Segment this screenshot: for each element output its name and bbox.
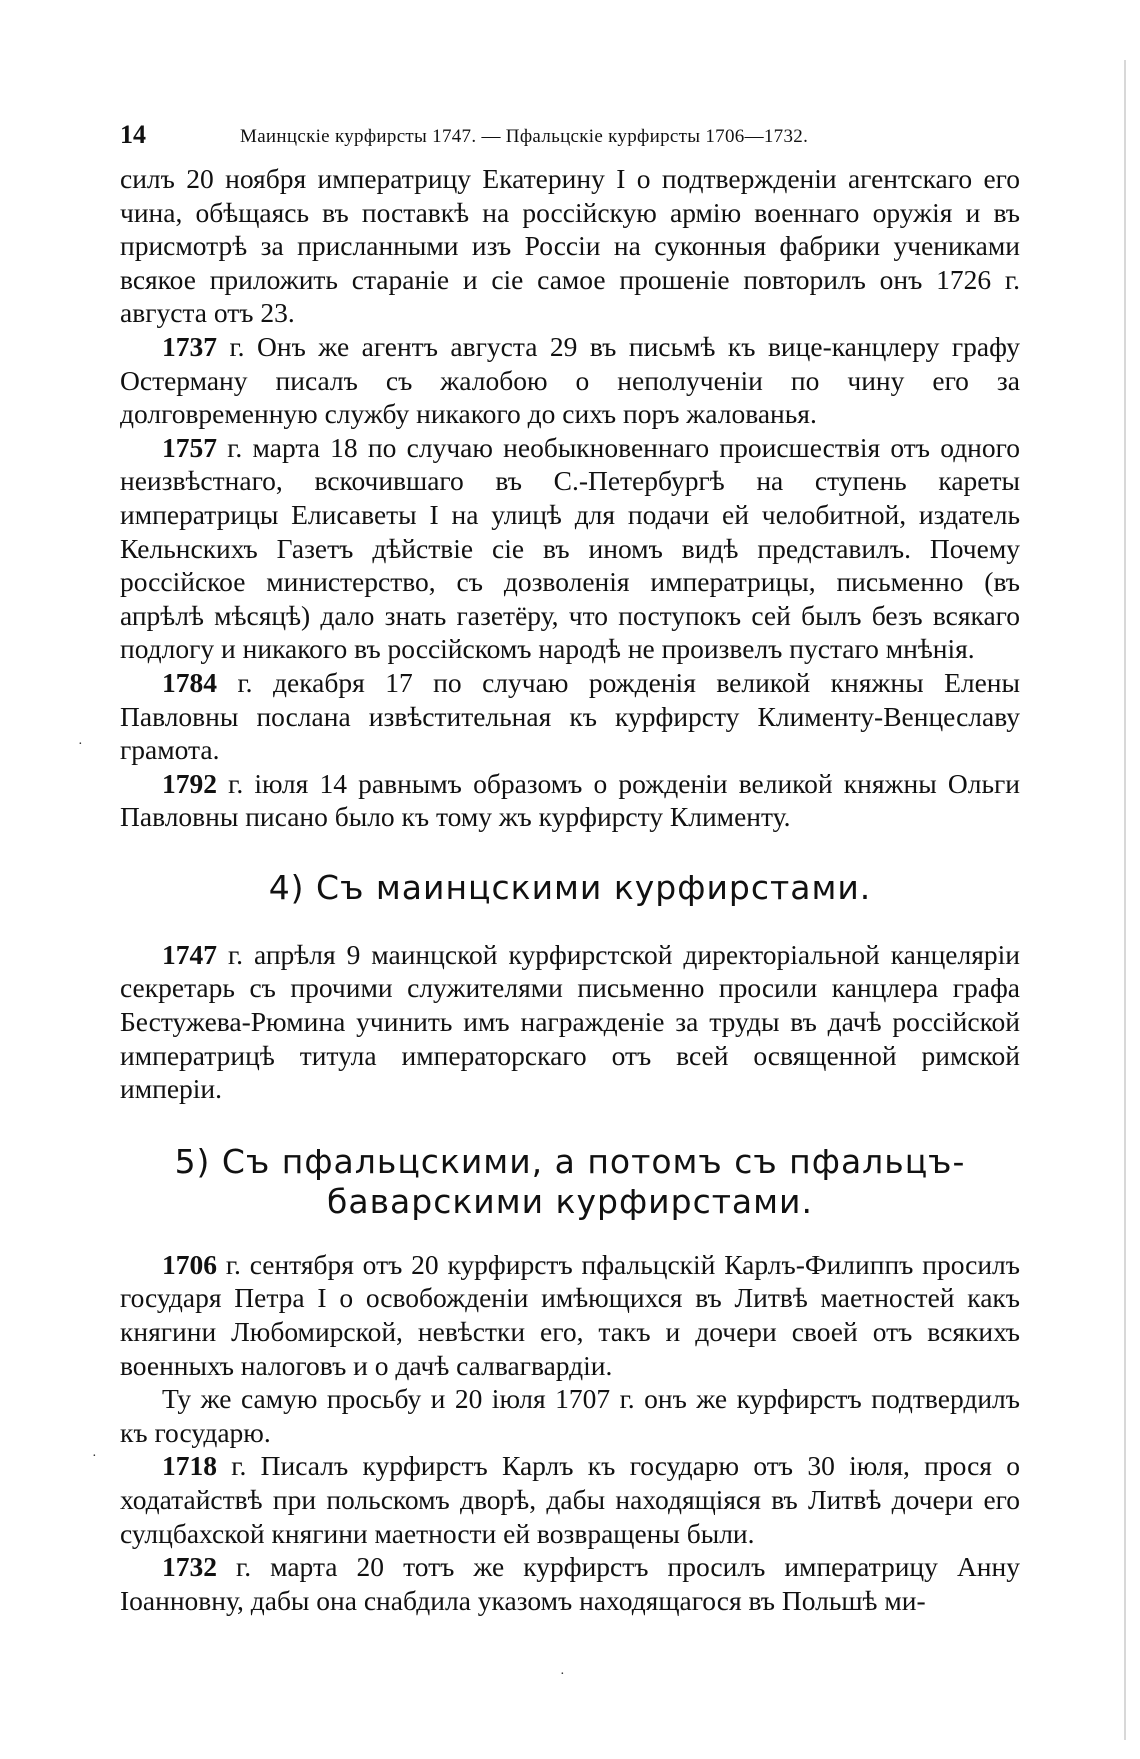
year-label: 1706 — [162, 1248, 217, 1280]
running-title: Маинцскіе курфирсты 1747. — Пфальцскіе курфирсты 1706—1732. — [240, 126, 809, 147]
year-label: 1792 — [162, 767, 217, 799]
year-label: 1757 — [162, 431, 217, 463]
margin-speck: · — [92, 1449, 97, 1464]
paragraph-1747: 1747 г. апрѣля 9 маинцской курфирстской директоріальной канцеляріи секретарь съ прочими служителями письменно просили канцлера графа Бестужева-Рюмина учинить имъ награжденіе за труды въ дачѣ россійской императрицѣ титула императорскаго отъ всей освященной римской имперіи. — [120, 938, 1020, 1105]
scan-edge-line — [1124, 60, 1126, 1740]
paragraph-1784: 1784 г. декабря 17 по случаю рожденія великой княжны Елены Павловны послана извѣстительная къ курфирсту Клименту-Венцеславу грамота. — [120, 666, 1020, 766]
margin-speck: · — [78, 737, 83, 752]
paragraph-1732: 1732 г. марта 20 тотъ же курфирстъ просилъ императрицу Анну Іоанновну, дабы она снабдила указомъ находящагося въ Польшѣ ми- — [120, 1551, 1020, 1616]
paragraph-1707: Ту же самую просьбу и 20 іюля 1707 г. онъ же курфирстъ подтвердилъ къ государю. — [120, 1383, 1020, 1448]
year-label: 1747 — [162, 938, 217, 970]
year-label: 1732 — [162, 1551, 217, 1583]
section-4-heading: 4) Съ маинцскими курфирстами. — [268, 867, 872, 907]
page-number: 14 — [120, 120, 146, 149]
page-header — [120, 120, 1020, 152]
year-label: 1737 — [162, 330, 217, 362]
paragraph-1792: 1792 г. іюля 14 равнымъ образомъ о рожденіи великой княжны Ольги Павловны писано было къ тому жъ курфирсту Клименту. — [120, 767, 1020, 833]
paragraph-1706: 1706 г. сентября отъ 20 курфирстъ пфальцскій Карлъ-Филиппъ просилъ государя Петра I о освобожденіи имѣющихся въ Литвѣ маетностей какъ княгини Любомирской, невѣстки его, такъ и дочери своей отъ всякихъ военныхъ налоговъ и о дачѣ салвагвардіи. — [120, 1248, 1020, 1381]
body-text — [120, 162, 1020, 1617]
paragraph-continuation: силъ 20 ноября императрицу Екатерину I о подтвержденіи агентскаго его чина, обѣщаясь въ поставкѣ на россійскую армію военнаго оружія и въ присмотрѣ за присланными изъ Россіи на суконныя фабрики учениками всякое приложить стараніе и сіе самое прошеніе повторилъ онъ 1726 г. августа отъ 23. — [120, 163, 1020, 329]
paragraph-1757: 1757 г. марта 18 по случаю необыкновеннаго происшествія отъ одного неизвѣстнаго, вскочившаго въ С.-Петербургѣ на ступень кареты императрицы Елисаветы I на улицѣ для подачи ей челобитной, издатель Кельнскихъ Газетъ дѣйствіе сіе въ иномъ видѣ представилъ. Почему россійское министерство, съ дозволенія императрицы, письменно (въ апрѣлѣ мѣсяцѣ) дало знать газетёру, что поступокъ сей былъ безъ всякаго подлогу и никакого въ россійскомъ народѣ не произвелъ пустаго мнѣнія. — [120, 431, 1020, 665]
margin-speck: · — [560, 1667, 565, 1682]
paragraph-1718: 1718 г. Писалъ курфирстъ Карлъ къ государю отъ 30 іюля, прося о ходатайствѣ при польскомъ дворѣ, дабы находящіяся въ Литвѣ дочери его сулцбахской княгини маетности ей возвращены были. — [120, 1450, 1020, 1549]
section-5-heading: 5) Съ пфальцскими, а потомъ съ пфальцъ-баварскими курфирстами. — [174, 1141, 966, 1221]
year-label: 1718 — [162, 1450, 217, 1482]
paragraph-1737: 1737 г. Онъ же агентъ августа 29 въ письмѣ къ вице-канцлеру графу Остерману писалъ съ жалобою о неполученіи по чину его за долговременную службу никакого до сихъ поръ жалованья. — [120, 330, 1020, 430]
year-label: 1784 — [162, 666, 217, 698]
